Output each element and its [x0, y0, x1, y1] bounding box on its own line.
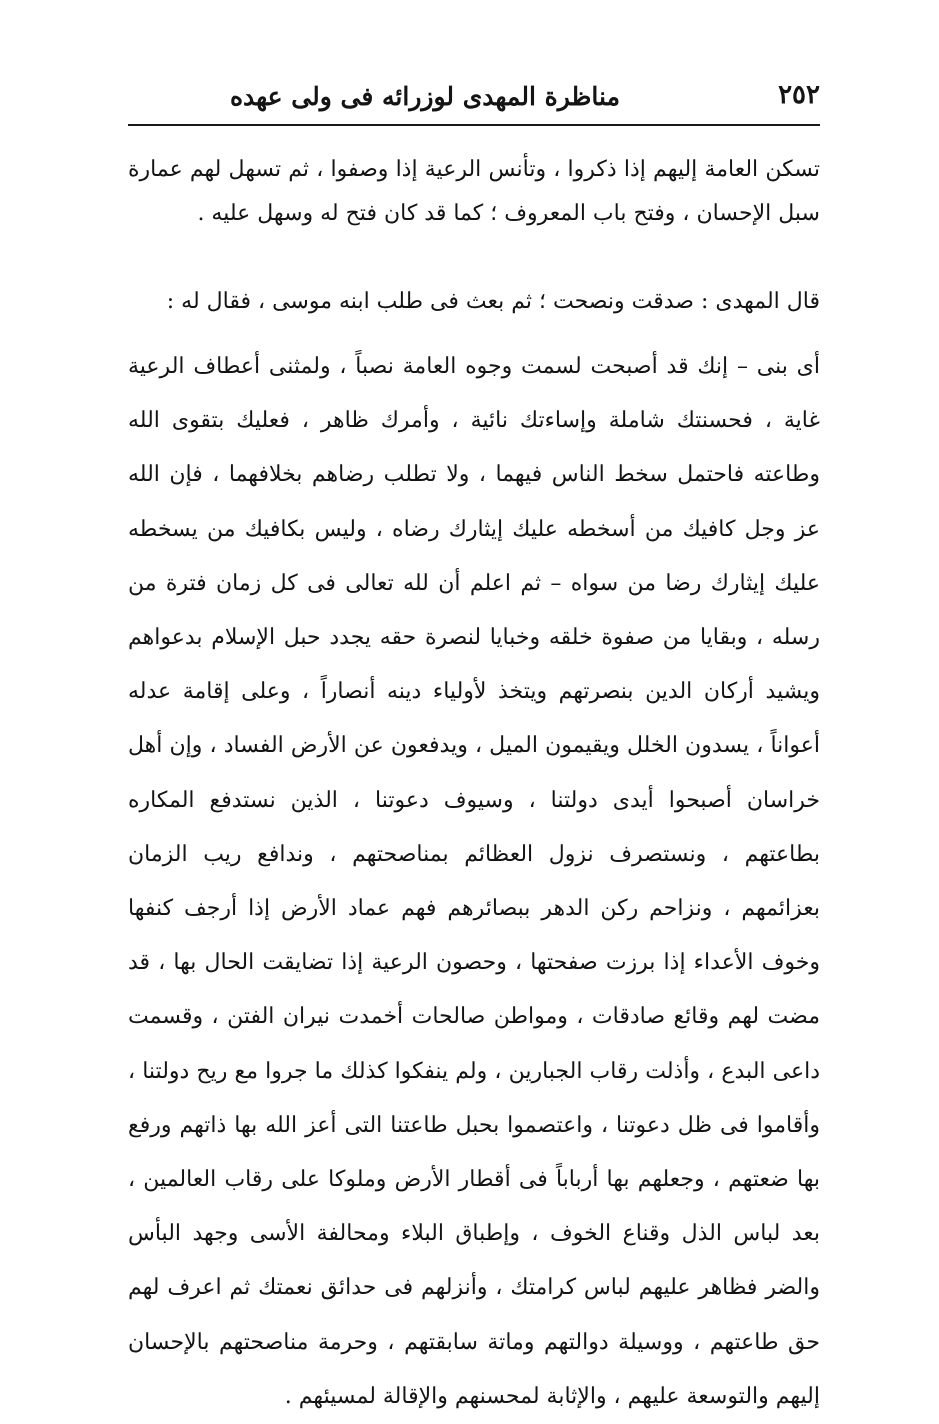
paragraph-text: قال المهدى : صدقت ونصحت ؛ ثم بعث فى طلب ابنه موسى ، فقال له :: [166, 289, 820, 314]
paragraph-3: [128, 340, 820, 1424]
running-title: مناظرة المهدى لوزرائه فى ولى عهده: [229, 82, 620, 111]
paragraph-text: أى بنى – إنك قد أصبحت لسمت وجوه العامة نصباً ، ولمثنى أعطاف الرعية غاية ، فحسنتك شاملة وإساءتك نائية ، وأمرك ظاهر ، فعليك بتقوى الله وطاعته فاحتمل سخط الناس فيهما ، ولا تطلب رضاهم بخلافهما ، فإن الله عز وجل كافيك من أسخطه عليك إيثارك رضاه ، وليس بكافيك من يسخطه عليك إيثارك رضا من سواه – ثم اعلم أن لله تعالى فى كل زمان فترة من رسله ، وبقايا من صفوة خلقه وخبايا لنصرة حقه يجدد حبل الإسلام بدعواهم ويشيد أركان الدين بنصرتهم ويتخذ لأولياء دينه أنصاراً ، وعلى إقامة عدله أعواناً ، يسدون الخلل ويقيمون الميل ، ويدفعون عن الأرض الفساد ، وإن أهل خراسان أصبحوا أيدى دولتنا ، وسيوف دعوتنا ، الذين نستدفع المكاره بطاعتهم ، ونستصرف نزول العظائم بمناصحتهم ، وندافع ريب الزمان بعزائمهم ، ونزاحم ركن الدهر ببصائرهم فهم عماد الأرض إذا أرجف كنفها وخوف الأعداء إذا برزت صفحتها ، وحصون الرعية إذا تضايقت الحال بها ، قد مضت لهم وقائع صادقات ، ومواطن صالحات أخمدت نيران الفتن ، وقسمت داعى البدع ، وأذلت رقاب الجبارين ، ولم ينفكوا كذلك ما جروا مع ريح دولتنا ، وأقاموا فى ظل دعوتنا ، واعتصموا بحبل طاعتنا التى أعز الله بها ذاتهم ورفع بها ضعتهم ، وجعلهم بها أرباباً فى أقطار الأرض وملوكا على رقاب العالمين ، بعد لباس الذل وقناع الخوف ، وإطباق البلاء ومحالفة الأسى وجهد البأس والضر فظاهر عليهم لباس كرامتك ، وأنزلهم فى حدائق نعمتك ثم اعرف لهم حق طاعتهم ، ووسيلة دوالتهم وماتة سابقتهم ، وحرمة مناصحتهم بالإحسان إليهم والتوسعة عليهم ، والإثابة لمحسنهم والإقالة لمسيئهم .: [128, 354, 821, 1409]
page-header: [128, 78, 820, 124]
page-number: ٢٥٢: [778, 80, 820, 110]
paragraph-text: تسكن العامة إليهم إذا ذكروا ، وتأنس الرعية إذا وصفوا ، ثم تسهل لهم عمارة سبل الإحسان ، وفتح باب المعروف ؛ كما قد كان فتح له وسهل عليه .: [128, 157, 820, 226]
header-rule: [128, 124, 820, 126]
paragraph-1: [128, 148, 820, 236]
paragraph-2: [128, 280, 820, 324]
